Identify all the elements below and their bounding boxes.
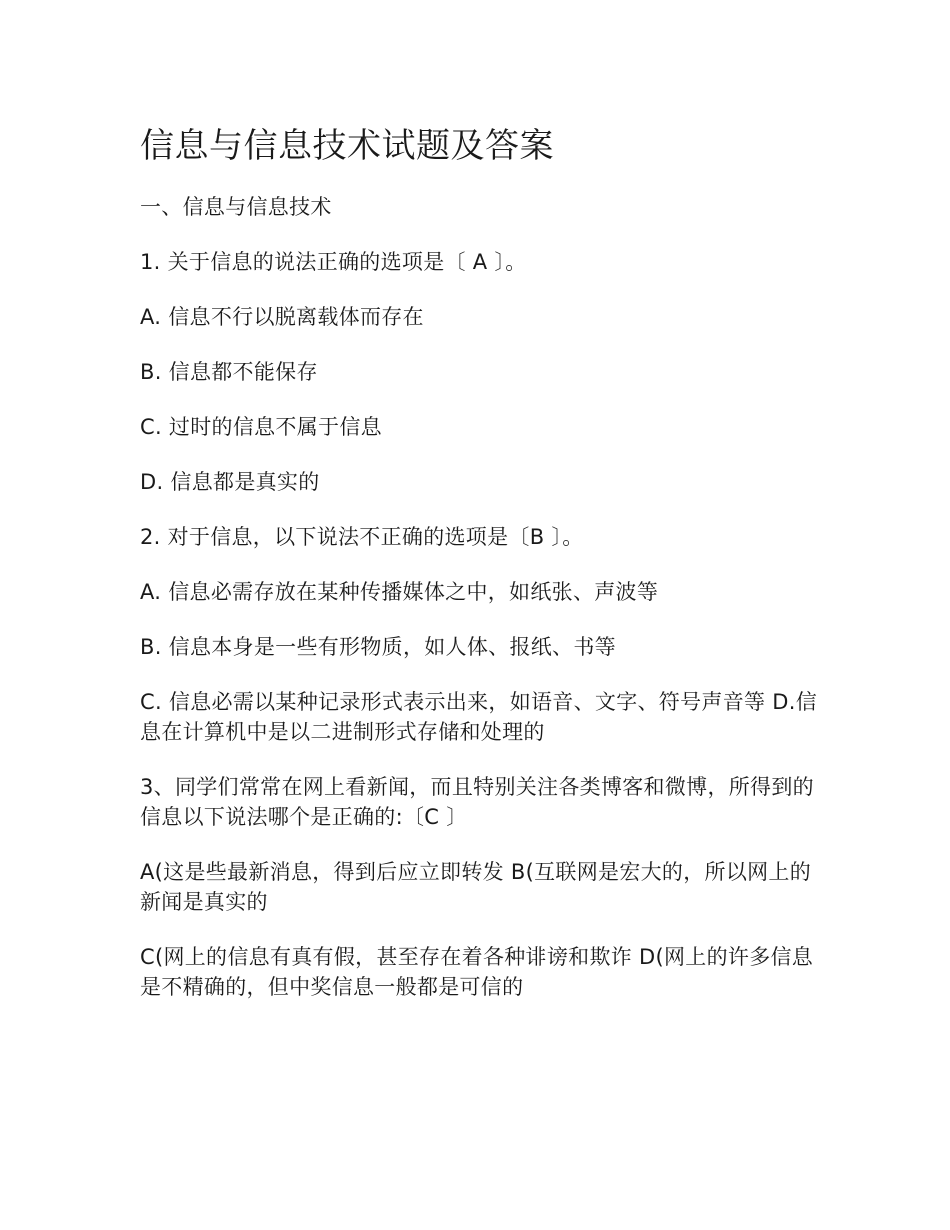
question-3-options-c-d: C(网上的信息有真有假，甚至存在着各种诽谤和欺诈 D(网上的许多信息是不精确的，但中奖信息一般都是可信的 <box>140 945 814 999</box>
question-2-option-a: A. 信息必需存放在某种传播媒体之中，如纸张、声波等 <box>140 580 659 604</box>
section-heading: 一、信息与信息技术 <box>140 195 332 219</box>
document-body <box>140 122 820 1027</box>
question-1-option-c: C. 过时的信息不属于信息 <box>140 415 382 439</box>
question-1: 1. 关于信息的说法正确的选项是〔 A 〕。 <box>140 250 527 274</box>
question-3: 3、同学们常常在网上看新闻，而且特别关注各类博客和微博，所得到的信息以下说法哪个是正确的:〔C 〕 <box>140 775 814 829</box>
question-2-option-b: B. 信息本身是一些有形物质，如人体、报纸、书等 <box>140 635 616 659</box>
question-2: 2. 对于信息，以下说法不正确的选项是〔B 〕。 <box>140 525 584 549</box>
question-1-option-d: D. 信息都是真实的 <box>140 470 320 494</box>
question-2-options-c-d: C. 信息必需以某种记录形式表示出来，如语音、文字、符号声音等 D.信息在计算机中是以二进制形式存储和处理的 <box>140 690 818 744</box>
question-1-option-b: B. 信息都不能保存 <box>140 360 318 384</box>
question-1-option-a: A. 信息不行以脱离载体而存在 <box>140 305 424 329</box>
document-title: 信息与信息技术试题及答案 <box>140 126 554 166</box>
question-3-options-a-b: A(这是些最新消息，得到后应立即转发 B(互联网是宏大的，所以网上的新闻是真实的 <box>140 860 812 914</box>
